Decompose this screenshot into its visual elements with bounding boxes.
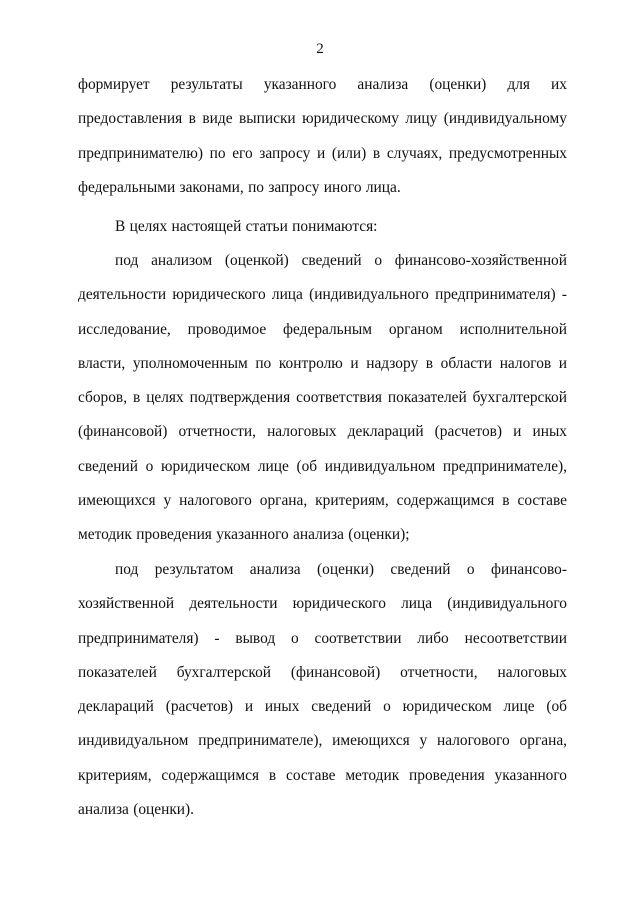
document-body-definition-analysis [78, 244, 567, 553]
document-body-intro [78, 210, 567, 244]
document-body-continuation [78, 68, 567, 205]
paragraph-definition-analysis: под анализом (оценкой) сведений о финансово-хозяйственной деятельности юридического лица (индивидуального предпринимателя) - исследование, проводимое федеральным органом исполнительной власти, уполномоченным по контролю и надзору в области налогов и сборов, в целях подтверждения соответствия показателей бухгалтерской (финансовой) отчетности, налоговых деклараций (расчетов) и иных сведений о юридическом лице (об индивидуальном предпринимателе), имеющихся у налогового органа, критериям, содержащимся в составе методик проведения указанного анализа (оценки); [78, 252, 567, 544]
paragraph-definition-result: под результатом анализа (оценки) сведений о финансово-хозяйственной деятельности юридического лица (индивидуального предпринимателя) - вывод о соответствии либо несоответствии показателей бухгалтерской (финансовой) отчетности, налоговых деклараций (расчетов) и иных сведений о юридическом лице (об индивидуальном предпринимателе), имеющихся у налогового органа, критериям, содержащимся в составе методик проведения указанного анализа (оценки). [78, 561, 567, 819]
paragraph-definitions-intro: В целях настоящей статьи понимаются: [115, 218, 378, 235]
document-body-definition-result [78, 553, 567, 827]
page-number: 2 [316, 41, 324, 57]
paragraph-continuation: формирует результаты указанного анализа (оценки) для их предоставления в виде выписки юридическому лицу (индивидуальному предпринимателю) по его запросу и (или) в случаях, предусмотренных федеральными законами, по запросу иного лица. [78, 76, 567, 196]
